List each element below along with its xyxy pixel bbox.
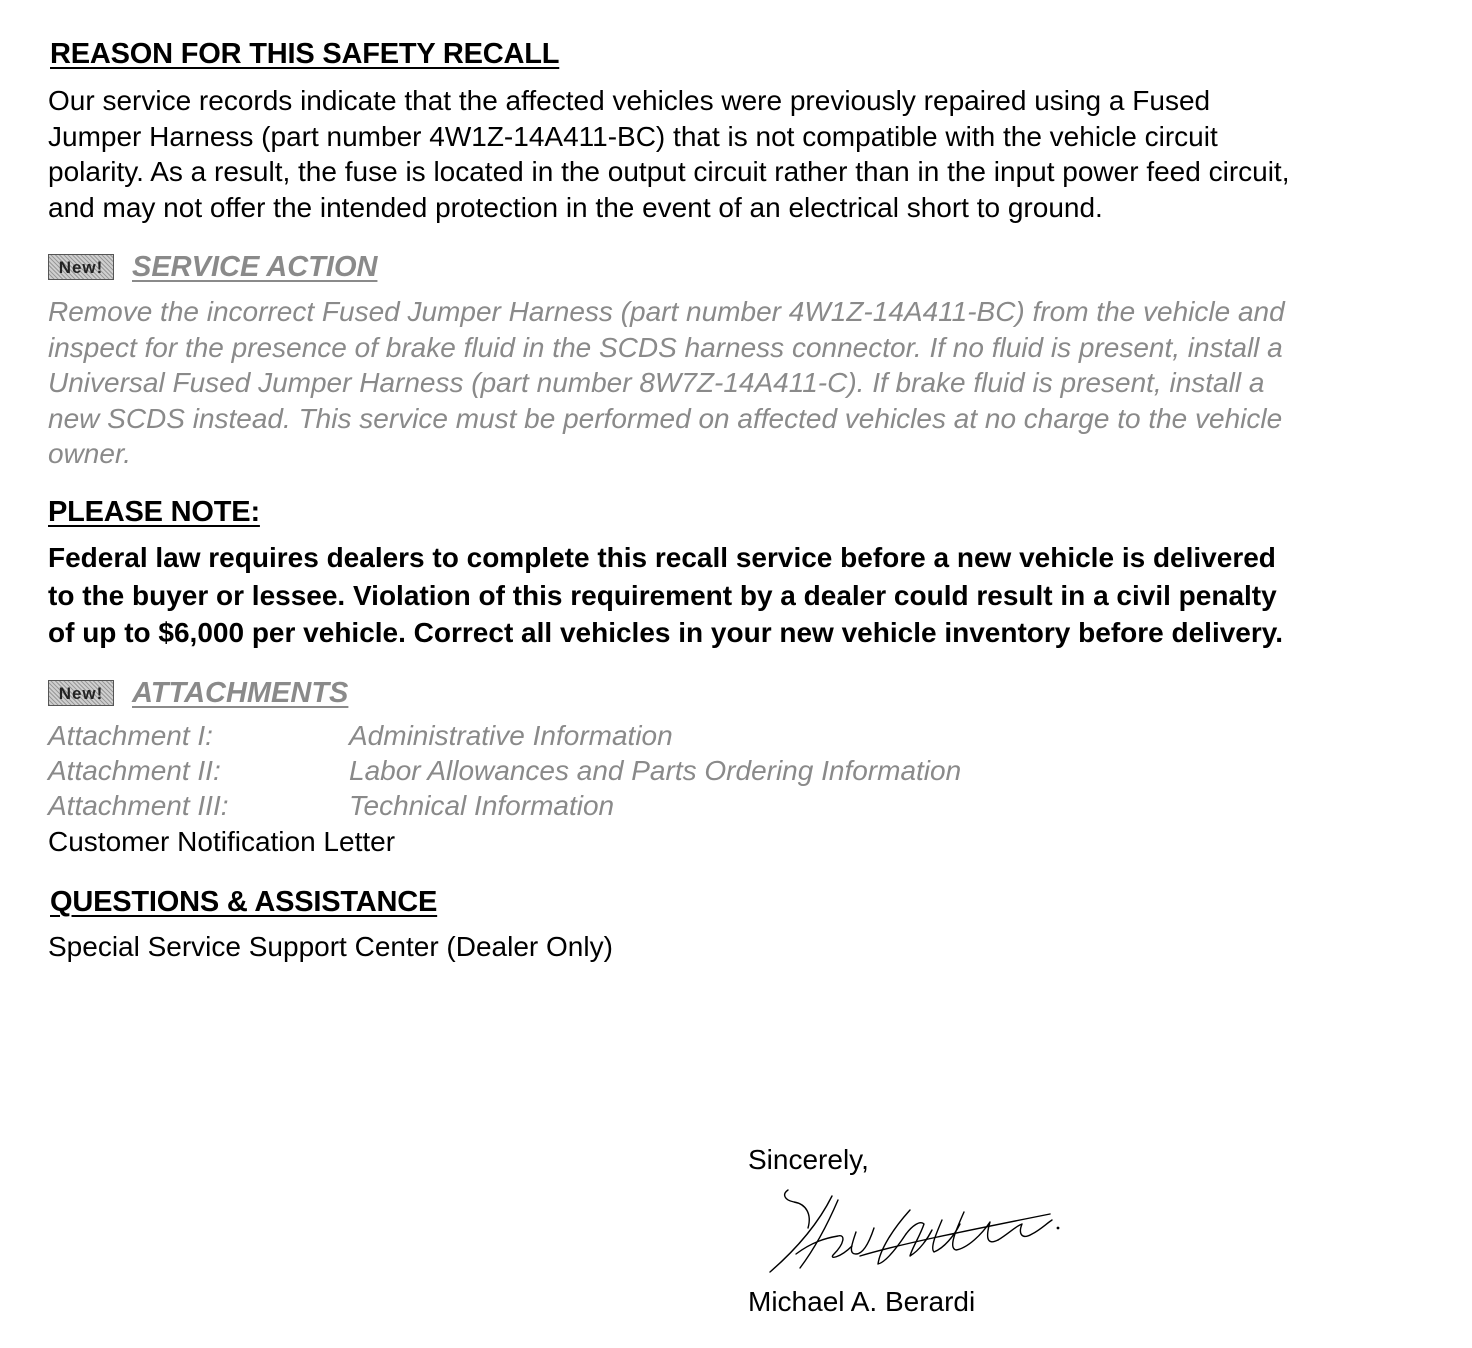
attachments-heading: ATTACHMENTS bbox=[132, 676, 349, 709]
reason-line: Jumper Harness (part number 4W1Z-14A411-BC) that is not compatible with the vehicle circuit bbox=[48, 120, 1218, 152]
new-badge-icon: New! bbox=[48, 680, 114, 706]
reason-line: polarity. As a result, the fuse is located in the output circuit rather than in the input power feed circuit, bbox=[48, 156, 1290, 187]
attachment-description: Technical Information bbox=[349, 790, 615, 821]
attachments-header bbox=[48, 677, 348, 709]
please-note-paragraph bbox=[48, 539, 1283, 652]
please-note-line: to the buyer or lessee. Violation of this requirement by a dealer could result in a civil penalty bbox=[48, 579, 1277, 611]
service-action-heading: SERVICE ACTION bbox=[132, 250, 378, 283]
reason-heading: REASON FOR THIS SAFETY RECALL bbox=[50, 38, 560, 70]
support-center-line: Special Service Support Center (Dealer Only) bbox=[48, 931, 613, 962]
service-action-line: Remove the incorrect Fused Jumper Harness (part number 4W1Z-14A411-BC) from the vehicle and bbox=[48, 296, 1285, 327]
salutation: Sincerely, bbox=[748, 1144, 869, 1175]
service-action-paragraph bbox=[48, 294, 1285, 472]
please-note-heading: PLEASE NOTE: bbox=[48, 496, 260, 528]
please-note-line: Federal law requires dealers to complete this recall service before a new vehicle is delivered bbox=[48, 542, 1276, 573]
service-action-line: inspect for the presence of brake fluid in the SCDS harness connector. If no fluid is present, install a bbox=[48, 331, 1283, 363]
new-badge-icon: New! bbox=[48, 254, 114, 280]
handwritten-signature-icon bbox=[760, 1184, 1070, 1284]
attachment-label: Attachment III: bbox=[48, 790, 229, 821]
attachment-label: Attachment I: bbox=[48, 720, 213, 751]
attachment-item bbox=[48, 720, 673, 752]
service-action-line: Universal Fused Jumper Harness (part number 8W7Z-14A411-C). If brake fluid is present, install a bbox=[48, 367, 1265, 398]
attachment-description: Administrative Information bbox=[349, 720, 673, 751]
service-action-header bbox=[48, 251, 377, 283]
questions-heading: QUESTIONS & ASSISTANCE bbox=[50, 886, 438, 918]
attachment-item bbox=[48, 755, 962, 787]
attachment-description: Labor Allowances and Parts Ordering Information bbox=[349, 755, 962, 786]
service-action-line: new SCDS instead. This service must be performed on affected vehicles at no charge to the vehicle bbox=[48, 402, 1283, 434]
reason-line: and may not offer the intended protection in the event of an electrical short to ground. bbox=[48, 191, 1103, 223]
please-note-line: of up to $6,000 per vehicle. Correct all vehicles in your new vehicle inventory before delivery. bbox=[48, 617, 1284, 648]
signatory-name: Michael A. Berardi bbox=[748, 1286, 976, 1317]
reason-line: Our service records indicate that the affected vehicles were previously repaired using a Fused bbox=[48, 85, 1211, 116]
reason-paragraph bbox=[48, 83, 1290, 225]
service-action-line: owner. bbox=[48, 438, 132, 469]
customer-notification-letter: Customer Notification Letter bbox=[48, 826, 396, 857]
attachment-label: Attachment II: bbox=[48, 755, 221, 786]
attachment-item bbox=[48, 790, 615, 822]
